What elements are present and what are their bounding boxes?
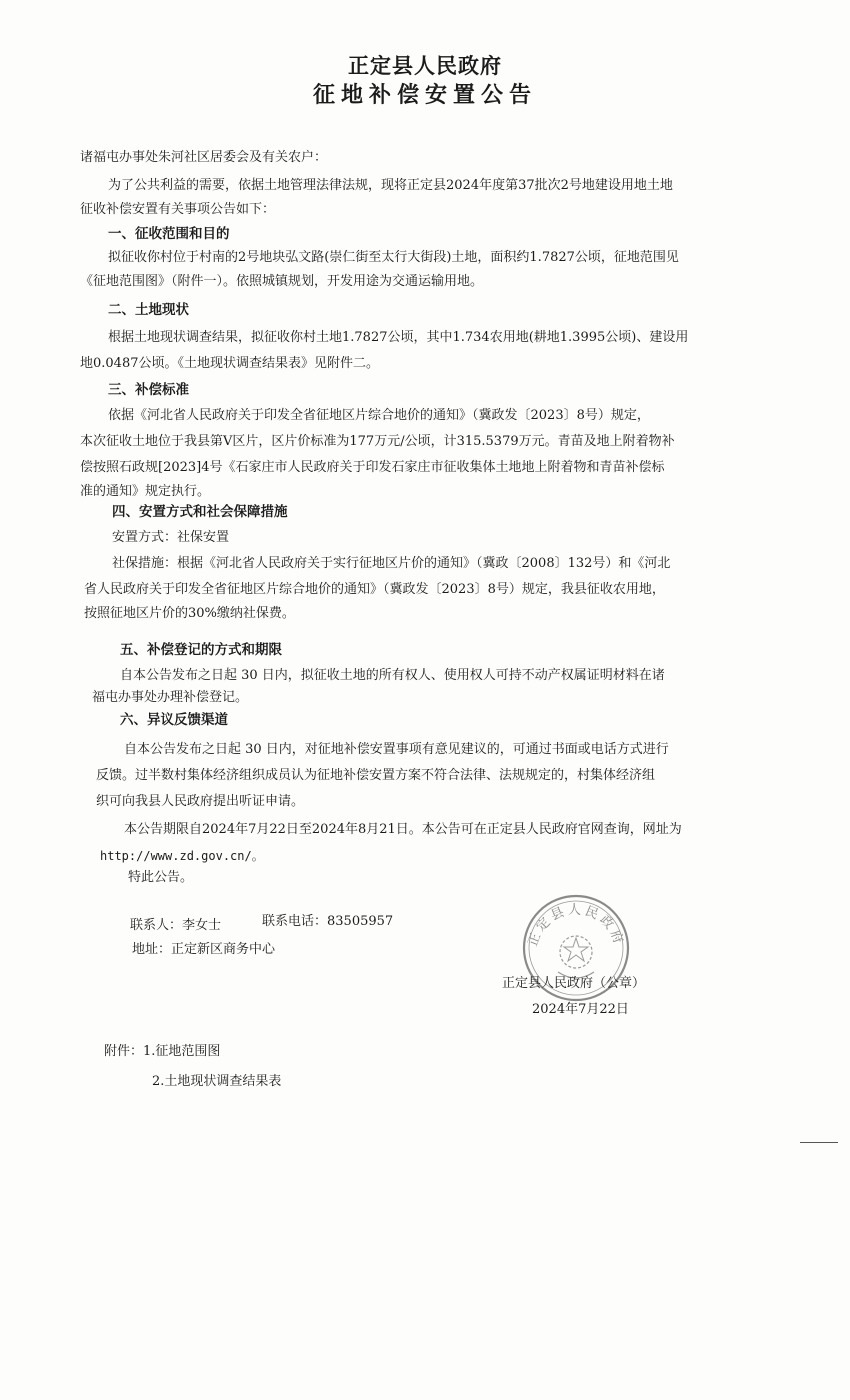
section-4-line-3: 省人民政府关于印发全省征地区片综合地价的通知》（冀政发〔2023〕8号）规定，我县征收农用地， bbox=[84, 582, 665, 597]
document-title: 正定县人民政府 bbox=[348, 53, 502, 78]
section-1-line-1: 拟征收你村位于村南的2号地块弘文路(崇仁街至太行大街段)土地，面积约1.7827公顷，征地范围见 bbox=[108, 250, 679, 265]
intro-line-1: 为了公共利益的需要，依据土地管理法律法规，现将正定县2024年度第37批次2号地建设用地土地 bbox=[108, 178, 673, 193]
section-3-line-2: 本次征收土地位于我县第Ⅴ区片，区片价标准为177万元/公顷，计315.5379万元。青苗及地上附着物补 bbox=[80, 434, 675, 449]
section-1-heading: 一、征收范围和目的 bbox=[108, 226, 230, 242]
attachment-2: 2.土地现状调查结果表 bbox=[152, 1074, 282, 1089]
section-3-heading: 三、补偿标准 bbox=[108, 382, 189, 398]
closing-text: 特此公告。 bbox=[128, 870, 194, 885]
section-2-heading: 二、土地现状 bbox=[108, 302, 189, 318]
period-line: 本公告期限自2024年7月22日至2024年8月21日。本公告可在正定县人民政府官网查询，网址为 bbox=[124, 822, 682, 837]
section-3-line-3: 偿按照石政规[2023]4号《石家庄市人民政府关于印发石家庄市征收集体土地地上附着物和青苗补偿标 bbox=[80, 460, 665, 475]
attachment-1: 附件：1.征地范围图 bbox=[104, 1044, 221, 1059]
contact-address: 地址：正定新区商务中心 bbox=[132, 942, 276, 957]
section-1-line-2: 《征地范围图》（附件一）。依照城镇规划，开发用途为交通运输用地。 bbox=[80, 274, 484, 289]
website-link[interactable]: http://www.zd.gov.cn/。 bbox=[100, 849, 264, 863]
signature-date: 2024年7月22日 bbox=[532, 1002, 629, 1017]
section-6-line-1: 自本公告发布之日起 30 日内，对征地补偿安置事项有意见建议的，可通过书面或电话方式进行 bbox=[124, 742, 669, 757]
section-4-line-4: 按照征地区片价的30%缴纳社保费。 bbox=[84, 606, 295, 621]
section-6-line-3: 织可向我县人民政府提出听证申请。 bbox=[96, 794, 305, 809]
section-4-line-2: 社保措施：根据《河北省人民政府关于实行征地区片价的通知》（冀政〔2008〕132号）和《河北 bbox=[112, 556, 671, 571]
section-3-line-4: 准的通知》规定执行。 bbox=[80, 484, 211, 499]
section-2-line-1: 根据土地现状调查结果，拟征收你村土地1.7827公顷，其中1.734农用地(耕地1.3995公顷)、建设用 bbox=[108, 330, 689, 345]
section-3-line-1: 依据《河北省人民政府关于印发全省征地区片综合地价的通知》（冀政发〔2023〕8号）规定， bbox=[108, 408, 650, 423]
intro-line-2: 征收补偿安置有关事项公告如下： bbox=[80, 202, 276, 217]
section-5-line-2: 福屯办事处办理补偿登记。 bbox=[92, 690, 249, 705]
contact-person: 联系人：李女士 bbox=[130, 918, 222, 933]
section-6-heading: 六、异议反馈渠道 bbox=[120, 712, 228, 728]
section-4-line-1: 安置方式：社保安置 bbox=[112, 530, 230, 545]
section-6-line-2: 反馈。过半数村集体经济组织成员认为征地补偿安置方案不符合法律、法规规定的，村集体经济组 bbox=[96, 768, 656, 783]
edge-rule bbox=[800, 1142, 838, 1143]
seal-text: 正定县人民政府 bbox=[525, 903, 627, 949]
contact-phone: 联系电话：83505957 bbox=[262, 914, 394, 929]
section-5-heading: 五、补偿登记的方式和期限 bbox=[120, 642, 282, 658]
document-subtitle: 征地补偿安置公告 bbox=[312, 82, 537, 108]
section-5-line-1: 自本公告发布之日起 30 日内，拟征收土地的所有权人、使用权人可持不动产权属证明材料在诸 bbox=[120, 668, 665, 683]
section-2-line-2: 地0.0487公顷。《土地现状调查结果表》见附件二。 bbox=[80, 356, 379, 371]
signature-org: 正定县人民政府（公章） bbox=[502, 976, 646, 991]
section-4-heading: 四、安置方式和社会保障措施 bbox=[112, 504, 288, 520]
salutation: 诸福屯办事处朱河社区居委会及有关农户： bbox=[80, 150, 328, 165]
